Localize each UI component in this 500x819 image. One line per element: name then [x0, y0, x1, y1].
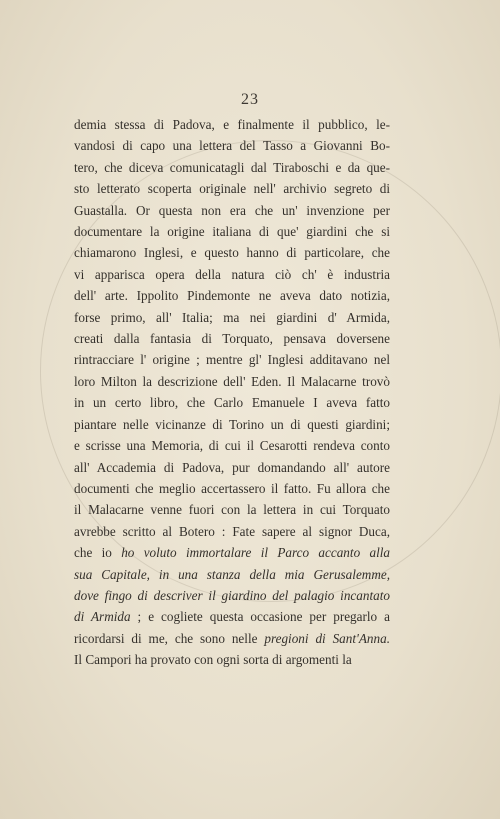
italic-text: pregioni di Sant'Anna.	[264, 630, 390, 646]
text-segment: documenti che meglio accertassero il fatto. Fu allora che	[74, 480, 390, 496]
text-segment: e scrisse una Memoria, di cui il Cesarotti rendeva conto	[74, 438, 390, 454]
text-segment: sto letterato scoperta originale nell' archivio segreto di	[74, 181, 390, 197]
text-segment: dell' arte. Ippolito Pindemonte ne aveva dato notizia,	[74, 288, 390, 304]
text-segment: tero, che diceva comunicatagli dal Tiraboschi e da que-	[74, 159, 390, 175]
text-line	[74, 328, 390, 349]
text-segment: Il Campori ha provato con ogni sorta di argomenti la	[74, 652, 352, 668]
page-number: 23	[241, 91, 259, 108]
text-line	[74, 499, 390, 520]
text-line	[74, 628, 390, 649]
text-segment: ; e cogliete questa occasione per pregarlo a	[130, 609, 390, 625]
text-line	[74, 157, 390, 178]
text-segment: creati dalla fantasia di Torquato, pensava doversene	[74, 331, 390, 347]
text-segment: forse primo, all' Italia; ma nei giardini d' Armida,	[74, 309, 390, 325]
text-line	[74, 200, 390, 221]
text-segment: rintracciare l' origine ; mentre gl' Inglesi additavano nel	[74, 352, 390, 368]
text-line	[74, 521, 390, 542]
text-line	[74, 135, 390, 156]
italic-text: ho voluto immortalare il Parco accanto alla	[121, 545, 390, 561]
text-segment: piantare nelle vicinanze di Torino un di questi giardini;	[74, 416, 390, 432]
text-segment: chiamarono Inglesi, e questo hanno di particolare, che	[74, 245, 390, 261]
text-segment: ricordarsi di me, che sono nelle	[74, 630, 265, 646]
text-line	[74, 606, 390, 627]
text-segment: il Malacarne venne fuori con la lettera in cui Torquato	[74, 502, 390, 518]
text-line	[74, 478, 390, 499]
text-line	[74, 307, 390, 328]
italic-text: dove fingo di descriver il giardino del palagio incantato	[74, 587, 390, 603]
text-line	[74, 221, 390, 242]
text-segment: avrebbe scritto al Botero : Fate sapere al signor Duca,	[74, 523, 390, 539]
body-text	[74, 114, 390, 671]
text-segment: vi apparisca opera della natura ciò ch' è industria	[74, 266, 390, 282]
text-segment: loro Milton la descrizione dell' Eden. Il Malacarne trovò	[74, 373, 390, 389]
italic-text: sua Capitale, in una stanza della mia Gerusalemme,	[74, 566, 390, 582]
text-segment: all' Accademia di Padova, pur domandando all' autore	[74, 459, 390, 475]
text-segment: documentare la origine italiana di que' giardini che si	[74, 224, 390, 240]
text-line	[74, 457, 390, 478]
text-line	[74, 542, 390, 563]
text-line	[74, 585, 390, 606]
text-line	[74, 435, 390, 456]
text-line	[74, 414, 390, 435]
text-line	[74, 371, 390, 392]
text-line	[74, 242, 390, 263]
text-segment: Guastalla. Or questa non era che un' invenzione per	[74, 202, 390, 218]
italic-text: di Armida	[74, 609, 131, 625]
text-line	[74, 285, 390, 306]
text-line	[74, 349, 390, 370]
text-line	[74, 114, 390, 135]
text-segment: che io	[74, 545, 122, 561]
text-line	[74, 392, 390, 413]
text-line	[74, 564, 390, 585]
text-line	[74, 264, 390, 285]
text-line	[74, 649, 390, 670]
text-segment: vandosi di capo una lettera del Tasso a Giovanni Bo-	[74, 138, 390, 154]
text-segment: in un certo libro, che Carlo Emanuele I aveva fatto	[74, 395, 390, 411]
text-line	[74, 178, 390, 199]
text-segment: demia stessa di Padova, e finalmente il pubblico, le-	[74, 117, 390, 132]
